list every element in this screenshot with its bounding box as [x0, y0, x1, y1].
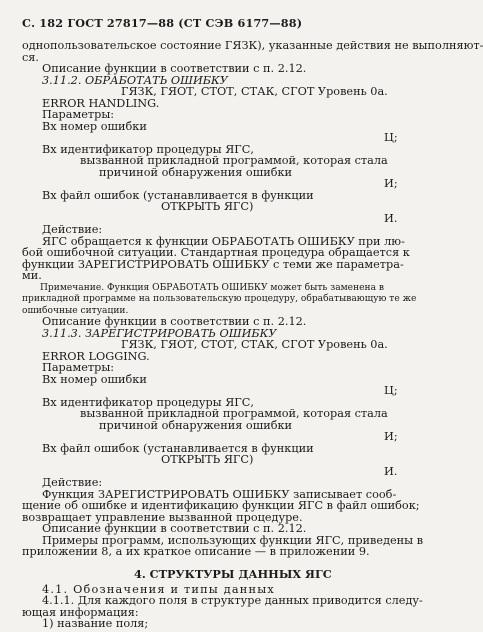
param-type: Ц; [384, 131, 398, 145]
text-line: причиной обнаружения ошибки [99, 165, 293, 179]
text-line: причиной обнаружения ошибки [99, 418, 293, 432]
note-line: прикладной программе на пользовательскую процедуру, обрабатывающую те же [22, 294, 417, 305]
text-line: возвращает управление вызванной процедуре. [22, 510, 303, 524]
text-line: Вх файл ошибок (устанавливается в функции [42, 188, 314, 202]
text-line: Описание функции в соответствии с п. 2.12. [42, 62, 307, 75]
text-line: вызванной прикладной программой, которая стала [80, 154, 388, 168]
text-line: ОТКРЫТЬ ЯГС) [161, 453, 254, 467]
text-line: ми. [22, 269, 42, 283]
text-line: Вх идентификатор процедуры ЯГС, [42, 142, 254, 156]
text-line: Вх номер ошибки [42, 119, 147, 133]
text-line: однопользовательское состояние ГЯЗК), указанные действия не выполняют- [22, 39, 483, 52]
text-line: Параметры: [42, 108, 115, 122]
page-header: С. 182 ГОСТ 27817—88 (СТ СЭВ 6177—88) [22, 16, 303, 30]
chapter-heading: 4. СТРУКТУРЫ ДАННЫХ ЯГС [134, 567, 332, 581]
text-line: ERROR HANDLING. [42, 96, 160, 110]
text-line: функции ЗАРЕГИСТРИРОВАТЬ ОШИБКУ с теми же параметра- [22, 257, 404, 271]
text-line: ГЯЗК, ГЯОТ, СТОТ, СТАК, СГОТ Уровень 0а. [121, 338, 388, 352]
text-line: приложении 8, а их краткое описание — в приложении 9. [22, 545, 370, 559]
text-line: Вх идентификатор процедуры ЯГС, [42, 395, 254, 409]
param-type: Ц; [384, 384, 398, 398]
text-line: ющая информация: [22, 605, 139, 619]
text-line: 4.1.1. Для каждого поля в структуре данных приводится следу- [42, 594, 423, 607]
text-line: ОТКРЫТЬ ЯГС) [161, 200, 254, 214]
text-line: 1) название поля; [42, 617, 149, 630]
param-type: И. [384, 211, 398, 225]
note-line: ошибочные ситуации. [22, 305, 129, 316]
text-line: Действие: [42, 223, 103, 237]
note-line: Примечание. Функция ОБРАБОТАТЬ ОШИБКУ может быть заменена в [40, 282, 385, 293]
text-line: ГЯЗК, ГЯОТ, СТОТ, СТАК, СГОТ Уровень 0а. [121, 85, 388, 98]
text-line: вызванной прикладной программой, которая стала [80, 407, 388, 421]
text-line: Вх номер ошибки [42, 372, 147, 386]
text-line: ERROR LOGGING. [42, 349, 150, 363]
param-type: И; [384, 430, 398, 444]
param-type: И. [384, 464, 398, 478]
text-line: щение об ошибке и идентификацию функции ЯГС в файл ошибок; [22, 499, 420, 513]
text-line: Функция ЗАРЕГИСТРИРОВАТЬ ОШИБКУ записывает сооб- [42, 487, 397, 501]
text-line: Описание функции в соответствии с п. 2.12. [42, 522, 307, 536]
text-line: ЯГС обращается к функции ОБРАБОТАТЬ ОШИБКУ при лю- [42, 234, 405, 248]
text-line: ся. [22, 50, 39, 64]
text-line: бой ошибочной ситуации. Стандартная процедура обращается к [22, 246, 410, 260]
text-line: Действие: [42, 476, 103, 490]
text-line: Параметры: [42, 361, 115, 375]
text-line: Описание функции в соответствии с п. 2.12. [42, 315, 307, 329]
param-type: И; [384, 177, 398, 191]
text-line: Примеры программ, использующих функции ЯГС, приведены в [42, 533, 424, 547]
subsection-heading: 4.1. Обозначения и типы данных [42, 582, 275, 596]
section-heading: 3.11.3. ЗАРЕГИСТРИРОВАТЬ ОШИБКУ [42, 326, 277, 340]
text-line: Вх файл ошибок (устанавливается в функции [42, 441, 314, 455]
section-heading: 3.11.2. ОБРАБОТАТЬ ОШИБКУ [42, 73, 228, 87]
